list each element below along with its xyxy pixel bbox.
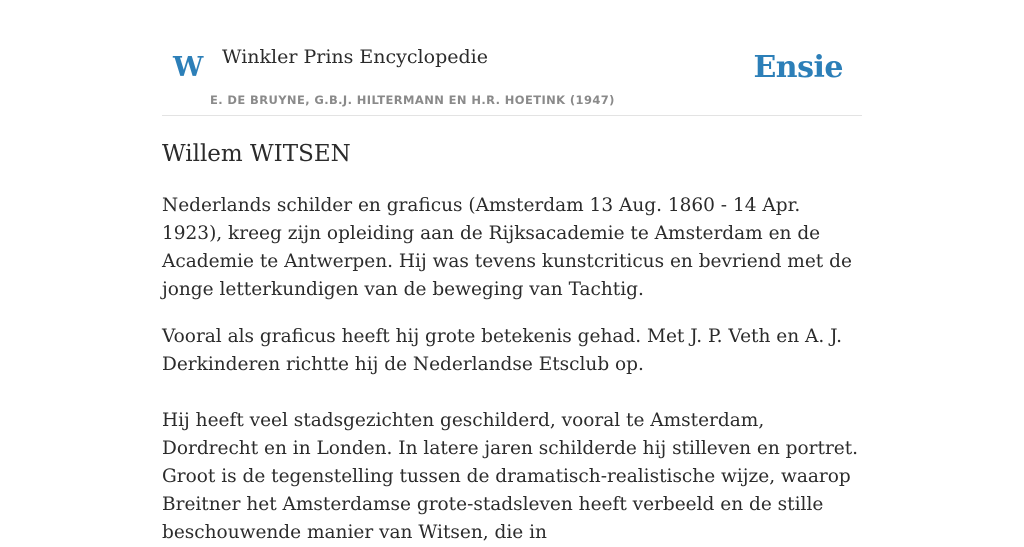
- publication-authors: E. DE BRUYNE, G.B.J. HILTERMANN EN H.R. HOETINK (1947): [210, 93, 615, 107]
- article-paragraph-2: Vooral als graficus heeft hij grote betekenis gehad. Met J. P. Veth en A. J. Derkinderen richtte hij de Nederlandse Etsclub op.: [162, 325, 842, 375]
- article-paragraph-3: Hij heeft veel stadsgezichten geschilderd, vooral te Amsterdam, Dordrecht en in Londen. In latere jaren schilderde hij stilleven en portret. Groot is de tegenstelling tussen de dramatisch-realistische wijze, waarop Breitner het Amsterdamse grote-stadsleven heeft verbeeld en de stille beschouwende manier van Witsen, die in: [162, 409, 859, 543]
- article-title: Willem WITSEN: [162, 141, 351, 167]
- winkler-prins-logo[interactable]: W: [173, 52, 204, 83]
- ensie-brand-logo[interactable]: Ensie: [753, 50, 843, 85]
- article-paragraph-1: Nederlands schilder en graficus (Amsterdam 13 Aug. 1860 - 14 Apr. 1923), kreeg zijn opleiding aan de Rijksacademie te Amsterdam en de Academie te Antwerpen. Hij was tevens kunstcriticus en bevriend met de jonge letterkundigen van de beweging van Tachtig.: [162, 194, 852, 300]
- publication-title[interactable]: Winkler Prins Encyclopedie: [222, 46, 488, 68]
- page-header: [162, 0, 862, 116]
- encyclopedia-page: [162, 0, 862, 543]
